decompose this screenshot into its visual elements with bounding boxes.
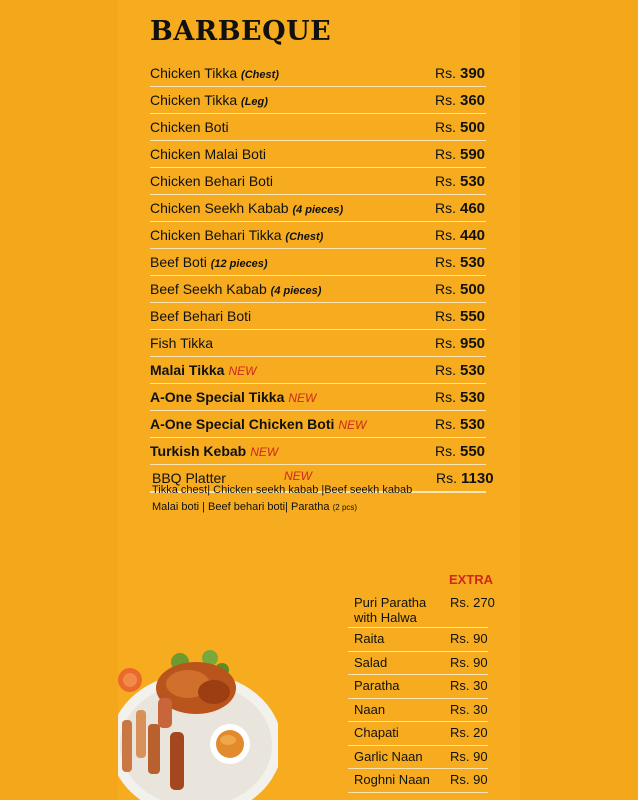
extra-price: Rs. 270	[450, 595, 495, 610]
extra-item	[348, 769, 488, 793]
item-name: BBQ Platter	[152, 470, 226, 486]
item-price: 590	[460, 146, 486, 163]
menu-item	[150, 384, 486, 411]
currency-label: Rs.	[436, 470, 457, 486]
currency-label: Rs.	[435, 65, 456, 81]
item-price: 500	[460, 119, 486, 136]
menu-item	[150, 330, 486, 357]
menu-item	[150, 114, 486, 141]
extra-price: Rs. 90	[450, 772, 488, 787]
left-background-panel	[0, 0, 118, 800]
item-note: (12 pieces)	[210, 258, 268, 270]
menu-item	[150, 357, 486, 384]
extra-item	[348, 722, 488, 746]
currency-label: Rs.	[435, 227, 456, 243]
item-name: Chicken Boti	[150, 119, 229, 135]
extra-item	[348, 628, 488, 652]
item-price: 530	[460, 254, 486, 271]
menu-item	[150, 141, 486, 168]
item-price: 550	[460, 308, 486, 325]
item-price: 1130	[461, 470, 494, 487]
item-price: 530	[460, 173, 486, 190]
new-badge: NEW	[338, 418, 367, 432]
currency-label: Rs.	[435, 173, 456, 189]
item-name: Beef Behari Boti	[150, 308, 252, 324]
menu-item	[150, 195, 486, 222]
item-note: (Leg)	[241, 96, 268, 108]
item-name: Beef Seekh Kabab	[150, 281, 267, 297]
extra-price: Rs. 90	[450, 631, 488, 646]
menu-item	[150, 276, 486, 303]
item-name: Beef Boti	[150, 254, 207, 270]
platter-line: Tikka chest| Chicken seekh kabab |Beef seekh kabab	[152, 484, 413, 496]
extra-price: Rs. 20	[450, 725, 488, 740]
extra-item	[348, 675, 488, 699]
item-name: Fish Tikka	[150, 335, 214, 351]
new-badge: NEW	[250, 445, 279, 459]
item-price: 360	[460, 92, 486, 109]
extra-heading: EXTRA	[449, 572, 494, 587]
menu-item	[150, 438, 486, 465]
new-badge: NEW	[284, 469, 312, 483]
item-name: Chicken Seekh Kabab	[150, 200, 289, 216]
currency-label: Rs.	[435, 362, 456, 378]
item-note: (4 pieces)	[292, 204, 344, 216]
currency-label: Rs.	[435, 281, 456, 297]
extra-name: Salad	[354, 654, 388, 670]
item-price: 390	[460, 65, 486, 82]
extra-list	[348, 593, 495, 793]
extra-name: Roghni Naan	[354, 772, 430, 787]
extra-item	[348, 699, 488, 723]
menu-item	[150, 168, 486, 195]
currency-label: Rs.	[435, 200, 456, 216]
item-price: 530	[460, 416, 486, 433]
platter-contents	[152, 482, 412, 516]
item-name: A-One Special Tikka	[150, 389, 285, 405]
extra-name: Raita	[354, 631, 385, 646]
platter-line: Malai boti | Beef behari boti| Paratha	[152, 501, 330, 513]
menu-item	[150, 411, 486, 438]
extra-item	[348, 593, 495, 628]
new-badge: NEW	[228, 364, 257, 378]
currency-label: Rs.	[435, 335, 456, 351]
menu-item	[150, 303, 486, 330]
menu-item	[150, 222, 486, 249]
item-name: Turkish Kebab	[150, 443, 247, 459]
barbeque-menu-list	[150, 60, 494, 493]
item-price: 530	[460, 389, 486, 406]
extra-item	[348, 746, 488, 770]
currency-label: Rs.	[435, 389, 456, 405]
new-badge: NEW	[288, 391, 317, 405]
bbq-platter-photo	[118, 640, 278, 800]
item-name: Chicken Behari Tikka	[150, 227, 282, 243]
item-price: 550	[460, 443, 486, 460]
item-price: 530	[460, 362, 486, 379]
currency-label: Rs.	[435, 308, 456, 324]
item-name: Chicken Malai Boti	[150, 146, 266, 162]
item-price: 950	[460, 335, 486, 352]
item-price: 440	[460, 227, 486, 244]
item-name: A-One Special Chicken Boti	[150, 416, 335, 432]
platter-pcs-note: (2 pcs)	[332, 503, 358, 512]
menu-item	[150, 60, 486, 87]
item-note: (4 pieces)	[270, 285, 322, 297]
item-name: Chicken Tikka	[150, 65, 238, 81]
item-price: 460	[460, 200, 486, 217]
extra-name: Paratha	[354, 678, 400, 693]
item-note: (Chest)	[285, 231, 324, 243]
extra-price: Rs. 90	[450, 654, 488, 670]
extra-name: Puri Paratha with Halwa	[354, 595, 427, 625]
item-name: Chicken Behari Boti	[150, 173, 273, 189]
currency-label: Rs.	[435, 119, 456, 135]
extra-name: Chapati	[354, 725, 399, 740]
extra-name: Naan	[354, 701, 386, 717]
menu-item	[150, 87, 486, 114]
currency-label: Rs.	[435, 254, 456, 270]
extra-price: Rs. 30	[450, 678, 488, 693]
item-name: Chicken Tikka	[150, 92, 238, 108]
menu-item	[150, 249, 486, 276]
item-note: (Chest)	[241, 69, 279, 81]
currency-label: Rs.	[435, 146, 456, 162]
extra-item	[348, 652, 488, 676]
extra-name: Garlic Naan	[354, 748, 423, 764]
currency-label: Rs.	[435, 443, 456, 459]
extra-price: Rs. 30	[450, 701, 488, 717]
item-name: Malai Tikka	[150, 362, 225, 378]
menu-title: BARBEQUE	[150, 16, 332, 47]
right-background-panel	[520, 0, 638, 800]
currency-label: Rs.	[435, 92, 456, 108]
item-price: 500	[460, 281, 486, 298]
extra-price: Rs. 90	[450, 748, 488, 764]
currency-label: Rs.	[435, 416, 456, 432]
